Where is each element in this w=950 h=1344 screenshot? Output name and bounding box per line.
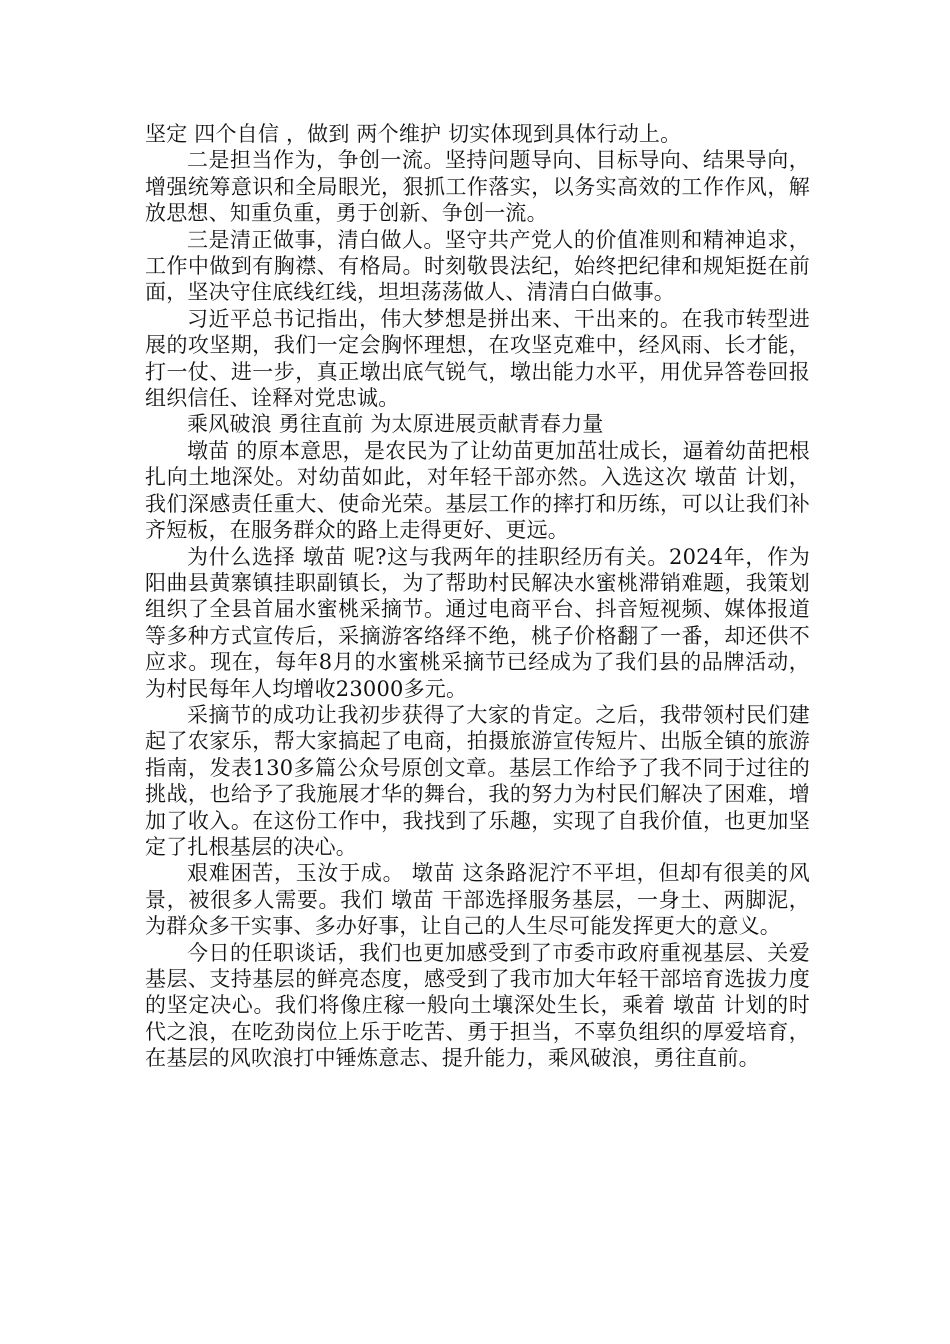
paragraph-why-dunmiao: 为什么选择 墩苗 呢?这与我两年的挂职经历有关。2024年，作为阳曲县黄寨镇挂职副镇长，为了帮助村民解决水蜜桃滞销难题，我策划组织了全县首届水蜜桃采摘节。通过电商平台、抖音短视频、媒体报道等多种方式宣传后，采摘游客络绎不绝，桃子价格翻了一番，却还供不应求。现在，每年8月的水蜜桃采摘节已经成为了我们县的品牌活动，为村民每年人均增收23000多元。 xyxy=(145,544,810,701)
document-body xyxy=(145,121,810,1072)
paragraph-hardship: 艰难困苦，玉汝于成。 墩苗 这条路泥泞不平坦，但却有很美的风景，被很多人需要。我们 墩苗 干部选择服务基层，一身土、两脚泥，为群众多干实事、多办好事，让自己的人生尽可能发挥更大的意义。 xyxy=(145,861,810,939)
section-heading: 乘风破浪 勇往直前 为太原进展贡献青春力量 xyxy=(187,412,604,437)
paragraph-conclusion: 习近平总书记指出，伟大梦想是拼出来、干出来的。在我市转型进展的攻坚期，我们一定会胸怀理想，在攻坚克难中，经风雨、长才能，打一仗、进一步，真正墩出底气锐气，墩出能力水平，用优异答卷回报组织信任、诠释对党忠诚。 xyxy=(145,306,810,411)
paragraph-continuation: 坚定 四个自信 ，做到 两个维护 切实体现到具体行动上。 xyxy=(145,122,682,146)
paragraph-dunmiao-meaning: 墩苗 的原本意思，是农民为了让幼苗更加茁壮成长，逼着幼苗把根扎向土地深处。对幼苗如此，对年轻干部亦然。入选这次 墩苗 计划，我们深感责任重大、使命光荣。基层工作的摔打和历练，可以让我们补齐短板，在服务群众的路上走得更好、更远。 xyxy=(145,438,810,543)
paragraph-point-two: 二是担当作为，争创一流。坚持问题导向、目标导向、结果导向，增强统筹意识和全局眼光，狠抓工作落实，以务实高效的工作作风，解放思想、知重负重，勇于创新、争创一流。 xyxy=(145,148,810,226)
paragraph-appointment-talk: 今日的任职谈话，我们也更加感受到了市委市政府重视基层、关爱基层、支持基层的鲜亮态度，感受到了我市加大年轻干部培育选拔力度的坚定决心。我们将像庄稼一般向土壤深处生长，乘着 墩苗 计划的时代之浪，在吃劲岗位上乐于吃苦、勇于担当，不辜负组织的厚爱培育，在基层的风吹浪打中锤炼意志、提升能力，乘风破浪，勇往直前。 xyxy=(145,940,810,1071)
paragraph-festival-success: 采摘节的成功让我初步获得了大家的肯定。之后，我带领村民们建起了农家乐，帮大家搞起了电商，拍摄旅游宣传短片、出版全镇的旅游指南，发表130多篇公众号原创文章。基层工作给予了我不同于过往的挑战，也给予了我施展才华的舞台，我的努力为村民们解决了困难，增加了收入。在这份工作中，我找到了乐趣，实现了自我价值，也更加坚定了扎根基层的决心。 xyxy=(145,702,810,859)
paragraph-point-three: 三是清正做事，清白做人。坚守共产党人的价值准则和精神追求，工作中做到有胸襟、有格局。时刻敬畏法纪，始终把纪律和规矩挺在前面，坚决守住底线红线，坦坦荡荡做人、清清白白做事。 xyxy=(145,227,810,305)
